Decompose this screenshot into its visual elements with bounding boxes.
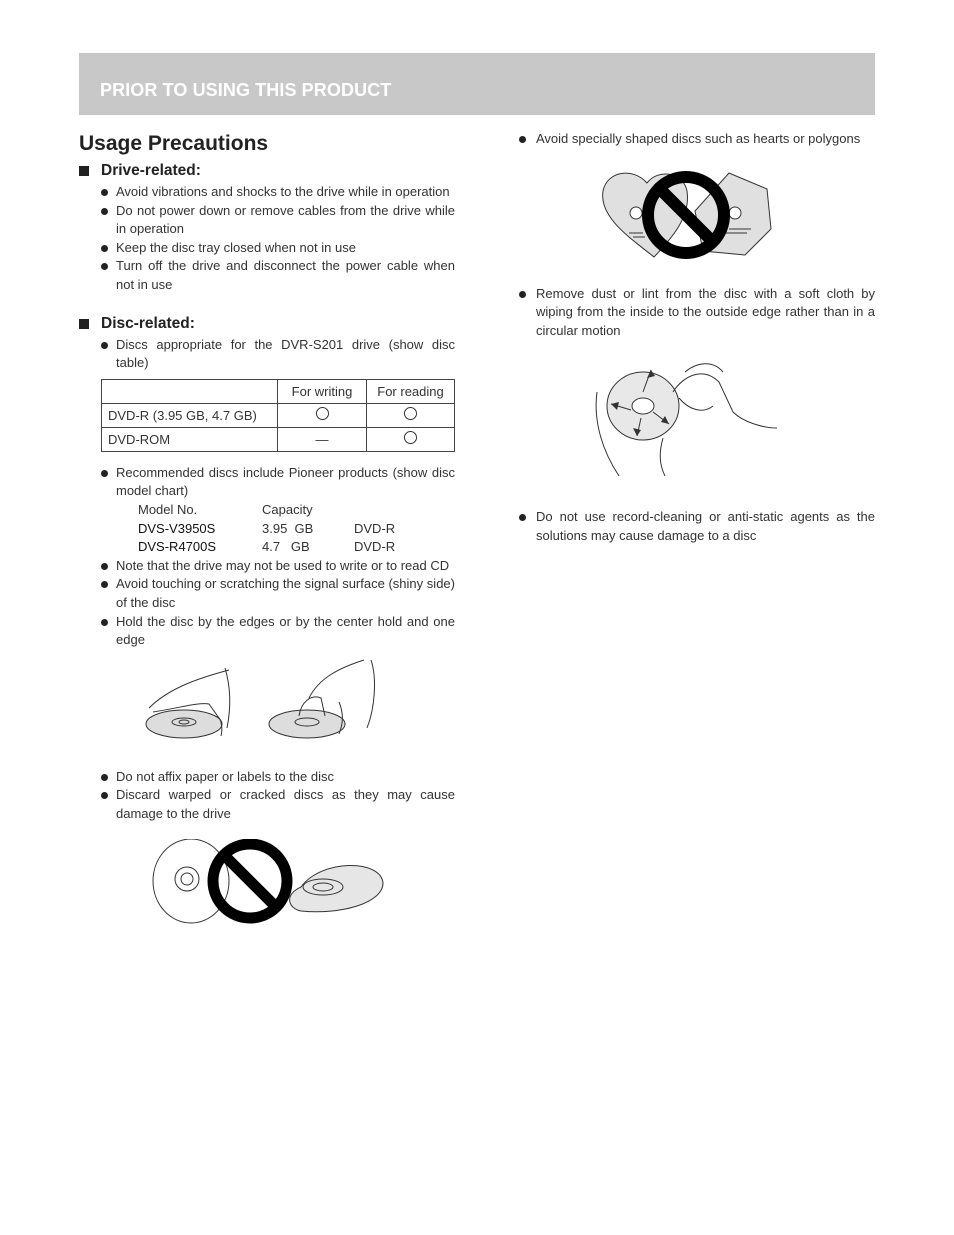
agents-list [519,508,875,545]
drive-list [79,183,455,295]
section-banner [79,53,875,115]
square-bullet-icon [79,166,89,176]
table-row [102,379,455,403]
list-item: Avoid vibrations and shocks to the drive while in operation [101,183,455,202]
page-title: Usage Precautions [79,132,269,155]
list-item: Discs appropriate for the DVR-S201 drive (show disc table) [101,336,455,373]
disc-heading: Disc-related: [79,315,455,333]
banner-title: PRIOR TO USING THIS PRODUCT [100,80,392,100]
cloth-wiping-icon [593,352,793,484]
list-item: Avoid specially shaped discs such as hearts or polygons [519,130,875,149]
disc-type: DVD-R (3.95 GB, 4.7 GB) [102,403,278,427]
disc-list-handling [79,557,455,650]
hand-holding-disc-icon [139,658,439,758]
col-header-write: For writing [278,379,367,403]
shaped-disc-illustration [599,167,779,263]
list-item: Do not use record-cleaning or anti-static agents as the solutions may cause damage to a disc [519,508,875,545]
table-row [102,427,455,451]
supported-circle-icon [404,407,417,420]
right-column [519,130,875,546]
square-bullet-icon [79,319,89,329]
drive-heading: Drive-related: [79,162,455,180]
list-item: Remove dust or lint from the disc with a soft cloth by wiping from the inside to the outside edge rather than in a circular motion [519,285,875,341]
list-item: Turn off the drive and disconnect the power cable when not in use [101,257,455,294]
supported-circle-icon [404,431,417,444]
list-item: Avoid touching or scratching the signal surface (shiny side) of the disc [101,575,455,612]
disc-list-models [79,464,455,501]
disc-type: DVD-ROM [102,427,278,451]
supported-circle-icon [316,407,329,420]
left-column [79,132,455,939]
not-supported: — [278,427,367,451]
list-item: Do not affix paper or labels to the disc [101,768,455,787]
list-item: Do not power down or remove cables from the drive while in operation [101,202,455,239]
model-row: DVS-V3950S 3.95 GB DVD-R [138,520,396,536]
col-header-read: For reading [367,379,455,403]
dust-list [519,285,875,341]
disc-table [101,379,455,452]
table-row [102,403,455,427]
warped-disc-icon [151,839,391,939]
list-item: Hold the disc by the edges or by the center hold and one edge [101,613,455,650]
disc-list-intro [79,336,455,373]
list-item: Recommended discs include Pioneer products (show disc model chart) [101,464,455,501]
shapes-list [519,130,875,149]
list-item: Note that the drive may not be used to write or to read CD [101,557,455,576]
disc-list-labels [79,768,455,824]
list-item: Discard warped or cracked discs as they may cause damage to the drive [101,786,455,823]
list-item: Keep the disc tray closed when not in use [101,239,455,258]
model-chart [138,501,455,557]
model-chart-header: Model No. Capacity [138,501,313,517]
model-row: DVS-R4700S 4.7 GB DVD-R [138,539,396,555]
